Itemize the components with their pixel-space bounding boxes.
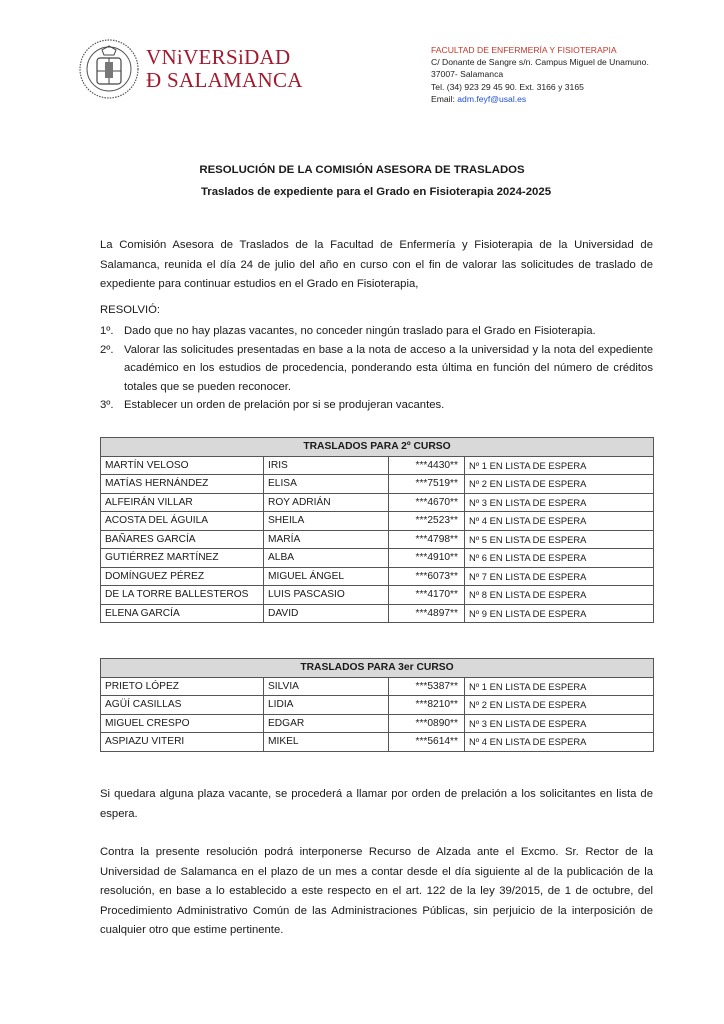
surname-cell: GUTIÉRREZ MARTÍNEZ — [101, 549, 264, 568]
id-cell: ***4910** — [389, 549, 465, 568]
table-row — [101, 677, 654, 696]
table-third-year — [100, 658, 654, 752]
university-name-line2: Ð SALAMANCA — [146, 68, 303, 92]
first-name-cell: ALBA — [264, 549, 389, 568]
surname-cell: BAÑARES GARCÍA — [101, 530, 264, 549]
resolution-text: Dado que no hay plazas vacantes, no conceder ningún traslado para el Grado en Fisioterapia. — [124, 325, 596, 337]
surname-cell: ALFEIRÁN VILLAR — [101, 493, 264, 512]
surname-cell: DOMÍNGUEZ PÉREZ — [101, 567, 264, 586]
faculty-contact-block — [431, 44, 649, 105]
status-cell: Nº 9 EN LISTA DE ESPERA — [465, 604, 654, 623]
status-cell: Nº 4 EN LISTA DE ESPERA — [465, 512, 654, 531]
table-row — [101, 714, 654, 733]
status-cell: Nº 3 EN LISTA DE ESPERA — [465, 493, 654, 512]
surname-cell: MARTÍN VELOSO — [101, 456, 264, 475]
table-second-year — [100, 437, 654, 623]
university-seal-icon — [78, 38, 140, 100]
vacancy-note: Si quedara alguna plaza vacante, se procederá a llamar por orden de prelación a los solicitantes en lista de espera. — [100, 788, 653, 820]
resolutions-list — [100, 322, 653, 415]
faculty-address: C/ Donante de Sangre s/n. Campus Miguel de Unamuno. — [431, 57, 649, 68]
id-cell: ***4798** — [389, 530, 465, 549]
email-label: Email: — [431, 93, 455, 104]
first-name-cell: MARÍA — [264, 530, 389, 549]
status-cell: Nº 7 EN LISTA DE ESPERA — [465, 567, 654, 586]
status-cell: Nº 8 EN LISTA DE ESPERA — [465, 586, 654, 605]
table-row — [101, 475, 654, 494]
surname-cell: ACOSTA DEL ÁGUILA — [101, 512, 264, 531]
resolution-number: 3º. — [100, 399, 114, 411]
first-name-cell: SHEILA — [264, 512, 389, 531]
surname-cell: PRIETO LÓPEZ — [101, 677, 264, 696]
resolution-item — [100, 322, 653, 341]
appeal-note: Contra la presente resolución podrá interponerse Recurso de Alzada ante el Excmo. Sr. Rector de la Universidad de Salamanca en el plazo de un mes a contar desde el día siguiente al de la publicación de la resolución, en base a lo establecido a este respecto en el art. 122 de la ley 39/2015, de 1 de octubre, del Procedimiento Administrativo Común de las Administraciones Públicas, sin perjuicio de la interposición de cualquier otro que estime pertinente. — [100, 846, 653, 936]
document-subtitle: Traslados de expediente para el Grado en Fisioterapia 2024-2025 — [200, 186, 552, 198]
id-cell: ***4670** — [389, 493, 465, 512]
surname-cell: MATÍAS HERNÁNDEZ — [101, 475, 264, 494]
status-cell: Nº 6 EN LISTA DE ESPERA — [465, 549, 654, 568]
first-name-cell: MIKEL — [264, 733, 389, 752]
first-name-cell: ELISA — [264, 475, 389, 494]
id-cell: ***7519** — [389, 475, 465, 494]
faculty-name: FACULTAD DE ENFERMERÍA Y FISIOTERAPIA — [431, 45, 617, 55]
surname-cell: AGÜÍ CASILLAS — [101, 696, 264, 715]
document-title: RESOLUCIÓN DE LA COMISIÓN ASESORA DE TRASLADOS — [199, 164, 525, 176]
id-cell: ***6073** — [389, 567, 465, 586]
first-name-cell: EDGAR — [264, 714, 389, 733]
status-cell: Nº 4 EN LISTA DE ESPERA — [465, 733, 654, 752]
table-row — [101, 493, 654, 512]
faculty-postal: 37007- Salamanca — [431, 69, 504, 80]
university-name-line1: VNiVERSiDAD — [146, 45, 291, 69]
id-cell: ***0890** — [389, 714, 465, 733]
university-logo — [78, 38, 303, 100]
status-cell: Nº 1 EN LISTA DE ESPERA — [465, 456, 654, 475]
table-title: TRASLADOS PARA 2º CURSO — [101, 438, 654, 457]
table-title: TRASLADOS PARA 3er CURSO — [101, 659, 654, 678]
resolution-item — [100, 396, 653, 415]
id-cell: ***4430** — [389, 456, 465, 475]
id-cell: ***4170** — [389, 586, 465, 605]
table-row — [101, 604, 654, 623]
status-cell: Nº 5 EN LISTA DE ESPERA — [465, 530, 654, 549]
table-body — [101, 456, 654, 623]
resolution-number: 2º. — [100, 343, 114, 356]
first-name-cell: ROY ADRIÁN — [264, 493, 389, 512]
id-cell: ***5387** — [389, 677, 465, 696]
table-row — [101, 733, 654, 752]
status-cell: Nº 1 EN LISTA DE ESPERA — [465, 677, 654, 696]
id-cell: ***4897** — [389, 604, 465, 623]
faculty-email-line — [431, 93, 649, 105]
table-row — [101, 549, 654, 568]
first-name-cell: MIGUEL ÁNGEL — [264, 567, 389, 586]
email-link[interactable]: adm.feyf@usal.es — [457, 93, 527, 104]
id-cell: ***5614** — [389, 733, 465, 752]
resolution-text: Valorar las solicitudes presentadas en base a la nota de acceso a la universidad y la nota del expediente académico en los estudios de procedencia, ponderando esta última en función del número de créditos totales que se pueden reconocer. — [124, 343, 653, 393]
first-name-cell: SILVIA — [264, 677, 389, 696]
faculty-phone: Tel. (34) 923 29 45 90. Ext. 3166 y 3165 — [431, 81, 584, 92]
status-cell: Nº 2 EN LISTA DE ESPERA — [465, 696, 654, 715]
surname-cell: ASPIAZU VITERI — [101, 733, 264, 752]
table-row — [101, 586, 654, 605]
status-cell: Nº 3 EN LISTA DE ESPERA — [465, 714, 654, 733]
intro-paragraph: La Comisión Asesora de Traslados de la Facultad de Enfermería y Fisioterapia de la Universidad de Salamanca, reunida el día 24 de julio del año en curso con el fin de valorar las solicitudes de traslado de expediente para continuar estudios en el Grado en Fisioterapia, — [100, 239, 653, 290]
table-row — [101, 456, 654, 475]
table-header-row — [101, 659, 654, 678]
table-row — [101, 530, 654, 549]
resolution-number: 1º. — [100, 325, 114, 337]
id-cell: ***2523** — [389, 512, 465, 531]
surname-cell: ELENA GARCÍA — [101, 604, 264, 623]
resolution-item — [100, 341, 653, 397]
first-name-cell: DAVID — [264, 604, 389, 623]
table-row — [101, 512, 654, 531]
surname-cell: DE LA TORRE BALLESTEROS — [101, 586, 264, 605]
first-name-cell: IRIS — [264, 456, 389, 475]
status-cell: Nº 2 EN LISTA DE ESPERA — [465, 475, 654, 494]
table-header-row — [101, 438, 654, 457]
first-name-cell: LUIS PASCASIO — [264, 586, 389, 605]
university-name — [146, 46, 303, 92]
resolvio-label: RESOLVIÓ: — [100, 304, 161, 316]
resolution-text: Establecer un orden de prelación por si se produjeran vacantes. — [124, 399, 445, 411]
surname-cell: MIGUEL CRESPO — [101, 714, 264, 733]
first-name-cell: LIDIA — [264, 696, 389, 715]
id-cell: ***8210** — [389, 696, 465, 715]
table-body — [101, 677, 654, 751]
table-row — [101, 567, 654, 586]
table-row — [101, 696, 654, 715]
